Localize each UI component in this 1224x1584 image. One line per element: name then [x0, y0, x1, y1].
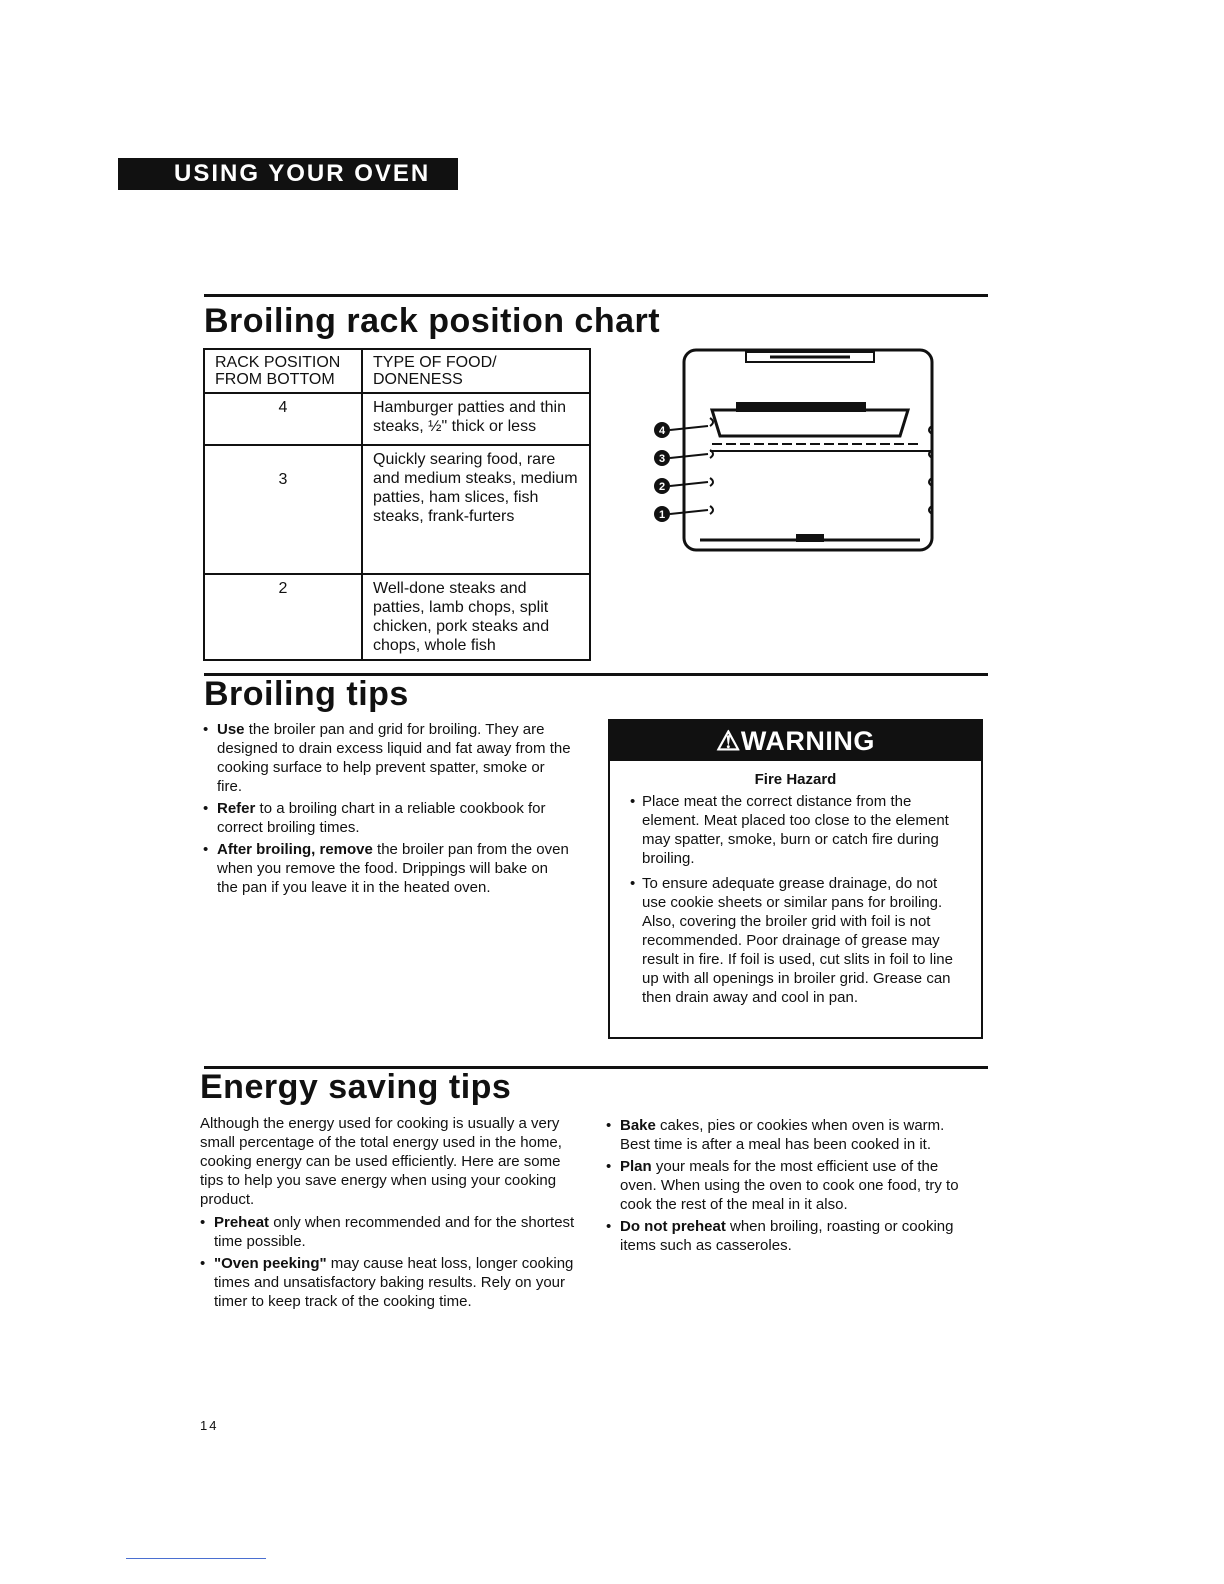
col-header-rack-position: RACK POSITION FROM BOTTOM: [204, 349, 362, 393]
rack-chart-title: Broiling rack position chart: [204, 302, 661, 340]
list-item: [200, 1213, 576, 1251]
energy-right-column: [606, 1116, 976, 1258]
food-type-cell: Hamburger patties and thin steaks, ½" thick or less: [362, 393, 590, 445]
rack-label-3: 3: [658, 453, 666, 465]
rack-position-cell: 2: [204, 574, 362, 660]
banner-text: USING YOUR OVEN: [174, 160, 431, 187]
food-type-cell: Well-done steaks and patties, lamb chops, split chicken, pork steaks and chops, whole fish: [362, 574, 590, 660]
rack-position-cell: 4: [204, 393, 362, 445]
rack-label-2: 2: [658, 481, 666, 493]
rack-label-1: 1: [658, 509, 666, 521]
tip-keyword: "Oven peeking": [214, 1255, 327, 1272]
rack-position-table: [203, 348, 591, 661]
tip-text: to a broiling chart in a reliable cookbook for correct broiling times.: [217, 800, 546, 836]
tip-text: the broiler pan from the oven when you remove the food. Drippings will bake on the pan if you leave it in the heated oven.: [217, 841, 569, 896]
tip-text: cakes, pies or cookies when oven is warm. Best time is after a meal has been cooked in it.: [620, 1117, 945, 1153]
tip-text: your meals for the most efficient use of the oven. When using the oven to cook one food, try to cook the rest of the meal in it also.: [620, 1158, 959, 1213]
warning-list: [610, 788, 981, 1019]
broiling-tips-title: Broiling tips: [204, 675, 409, 713]
energy-intro: Although the energy used for cooking is usually a very small percentage of the total energy used in the home, cooking energy can be used efficiently. Here are some tips to help you save energy when using your cooking product.: [200, 1115, 562, 1208]
warning-subtitle: Fire Hazard: [754, 771, 837, 788]
list-item: [606, 1157, 976, 1214]
tip-keyword: Preheat: [214, 1214, 270, 1231]
table-row: [204, 574, 590, 660]
bottom-divider: [126, 1558, 266, 1559]
tip-text: the broiler pan and grid for broiling. They are designed to drain excess liquid and fat away from the cooking surface to help prevent spatter, smoke or fire.: [217, 721, 571, 795]
warning-title: WARNING: [740, 725, 875, 756]
rack-label-4: 4: [658, 425, 666, 437]
warning-header: [610, 721, 981, 761]
list-item: [200, 1254, 576, 1311]
tip-text: only when recommended and for the shortest time possible.: [214, 1214, 575, 1250]
table-header-row: [204, 349, 590, 393]
broiling-tips-list: [203, 720, 573, 900]
list-item: [203, 720, 573, 796]
list-item: [203, 840, 573, 897]
tip-keyword: Use: [217, 721, 245, 738]
tip-keyword: Refer: [217, 800, 256, 817]
list-item: [203, 799, 573, 837]
list-item: [606, 1116, 976, 1154]
tip-text: when broiling, roasting or cooking items such as casseroles.: [620, 1218, 954, 1254]
warning-box: [608, 719, 983, 1039]
list-item: • To ensure adequate grease drainage, do not use cookie sheets or similar pans for broiling. Also, covering the broiler grid with foil is not recommended. Poor drainage of grease may result in fire. If foil is used, cut slits in foil to line up with all openings in broiler grid. Grease can then drain away and cool in pan.: [630, 874, 965, 1007]
energy-left-column: [200, 1114, 576, 1314]
oven-rack-diagram: [650, 346, 940, 556]
divider-rule: [204, 294, 988, 297]
list-item: • Place meat the correct distance from the element. Meat placed too close to the element may spatter, smoke, burn or catch fire during broiling.: [630, 792, 965, 868]
tip-keyword: Plan: [620, 1158, 652, 1175]
energy-tips-title: Energy saving tips: [200, 1068, 512, 1106]
tip-text: may cause heat loss, longer cooking times and unsatisfactory baking results. Rely on your timer to keep track of the cooking time.: [214, 1255, 574, 1310]
tip-keyword: Bake: [620, 1117, 656, 1134]
tip-keyword: After broiling, remove: [217, 841, 373, 858]
section-banner: [118, 158, 458, 190]
col-header-food-type: TYPE OF FOOD/ DONENESS: [362, 349, 590, 393]
food-type-cell: Quickly searing food, rare and medium steaks, medium patties, ham slices, fish steaks, frank-furters: [362, 445, 590, 574]
list-item: [606, 1217, 976, 1255]
warning-icon: ⚠: [716, 725, 741, 756]
rack-position-cell: 3: [204, 445, 362, 574]
table-row: [204, 393, 590, 445]
table-row: [204, 445, 590, 574]
tip-keyword: Do not preheat: [620, 1218, 726, 1235]
page-number: 14: [200, 1418, 219, 1433]
